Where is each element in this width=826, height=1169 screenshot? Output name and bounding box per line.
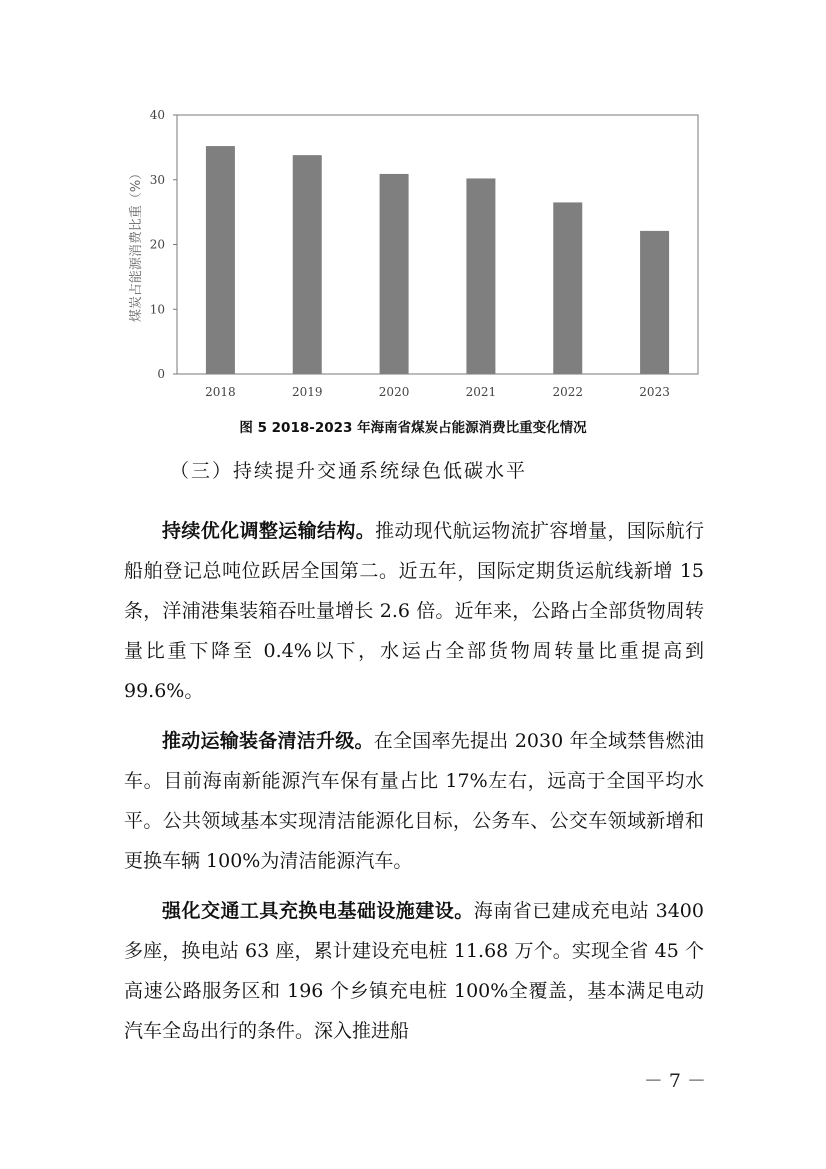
bar-2020 <box>380 174 409 374</box>
x-tick-label: 2018 <box>205 385 236 399</box>
bar-2022 <box>553 202 582 374</box>
paragraph-lead: 推动运输装备清洁升级。 <box>162 730 374 752</box>
y-tick-label: 20 <box>149 237 165 252</box>
paragraph-lead: 强化交通工具充换电基础设施建设。 <box>162 900 474 922</box>
paragraph-equipment-upgrade <box>124 721 704 881</box>
x-tick-label: 2020 <box>378 385 410 399</box>
paragraph-text: 推动现代航运物流扩容增量，国际航行船舶登记总吨位跃居全国第二。近五年，国际定期货运航线新增 15 条，洋浦港集装箱吞吐量增长 2.6 倍。近年来，公路占全部货物周转量比重下降至 0.4%以下，水运占全部货物周转量比重提高到 99.6%。 <box>124 520 704 702</box>
x-tick-label: 2022 <box>552 385 584 399</box>
y-tick-label: 0 <box>157 367 165 381</box>
paragraph-transport-structure <box>124 511 704 711</box>
bar-2018 <box>206 146 235 374</box>
y-axis-label: 煤炭占能源消费比重（%） <box>129 166 144 323</box>
bar-chart-svg <box>120 105 710 405</box>
x-tick-label: 2023 <box>639 385 670 399</box>
x-tick-label: 2021 <box>465 385 497 399</box>
figure-caption: 图 5 2018-2023 年海南省煤炭占能源消费比重变化情况 <box>239 420 587 436</box>
paragraph-text: 在全国率先提出 2030 年全域禁售燃油车。目前海南新能源汽车保有量占比 17%左右，远高于全国平均水平。公共领域基本实现清洁能源化目标，公务车、公交车领域新增和更换车辆 100%为清洁能源汽车。 <box>124 730 704 872</box>
paragraph-charging-infrastructure <box>124 891 704 1051</box>
x-tick-label: 2019 <box>291 385 323 399</box>
y-tick-label: 40 <box>149 108 165 122</box>
y-tick-label: 30 <box>149 172 165 187</box>
page-number: － 7 － <box>643 1070 706 1092</box>
paragraph-text: 海南省已建成充电站 3400 多座，换电站 63 座，累计建设充电桩 11.68 万个。实现全省 45 个高速公路服务区和 196 个乡镇充电桩 100%全覆盖，基本满足电动汽车全岛出行的条件。深入推进船 <box>124 900 704 1042</box>
bar-2019 <box>293 155 322 374</box>
coal-share-chart <box>120 105 710 405</box>
paragraph-lead: 持续优化调整运输结构。 <box>162 520 376 542</box>
y-tick-label: 10 <box>149 302 165 317</box>
plot-frame <box>177 115 698 374</box>
bar-2021 <box>466 178 495 374</box>
section-heading: （三）持续提升交通系统绿色低碳水平 <box>170 460 528 482</box>
bar-2023 <box>640 231 669 374</box>
